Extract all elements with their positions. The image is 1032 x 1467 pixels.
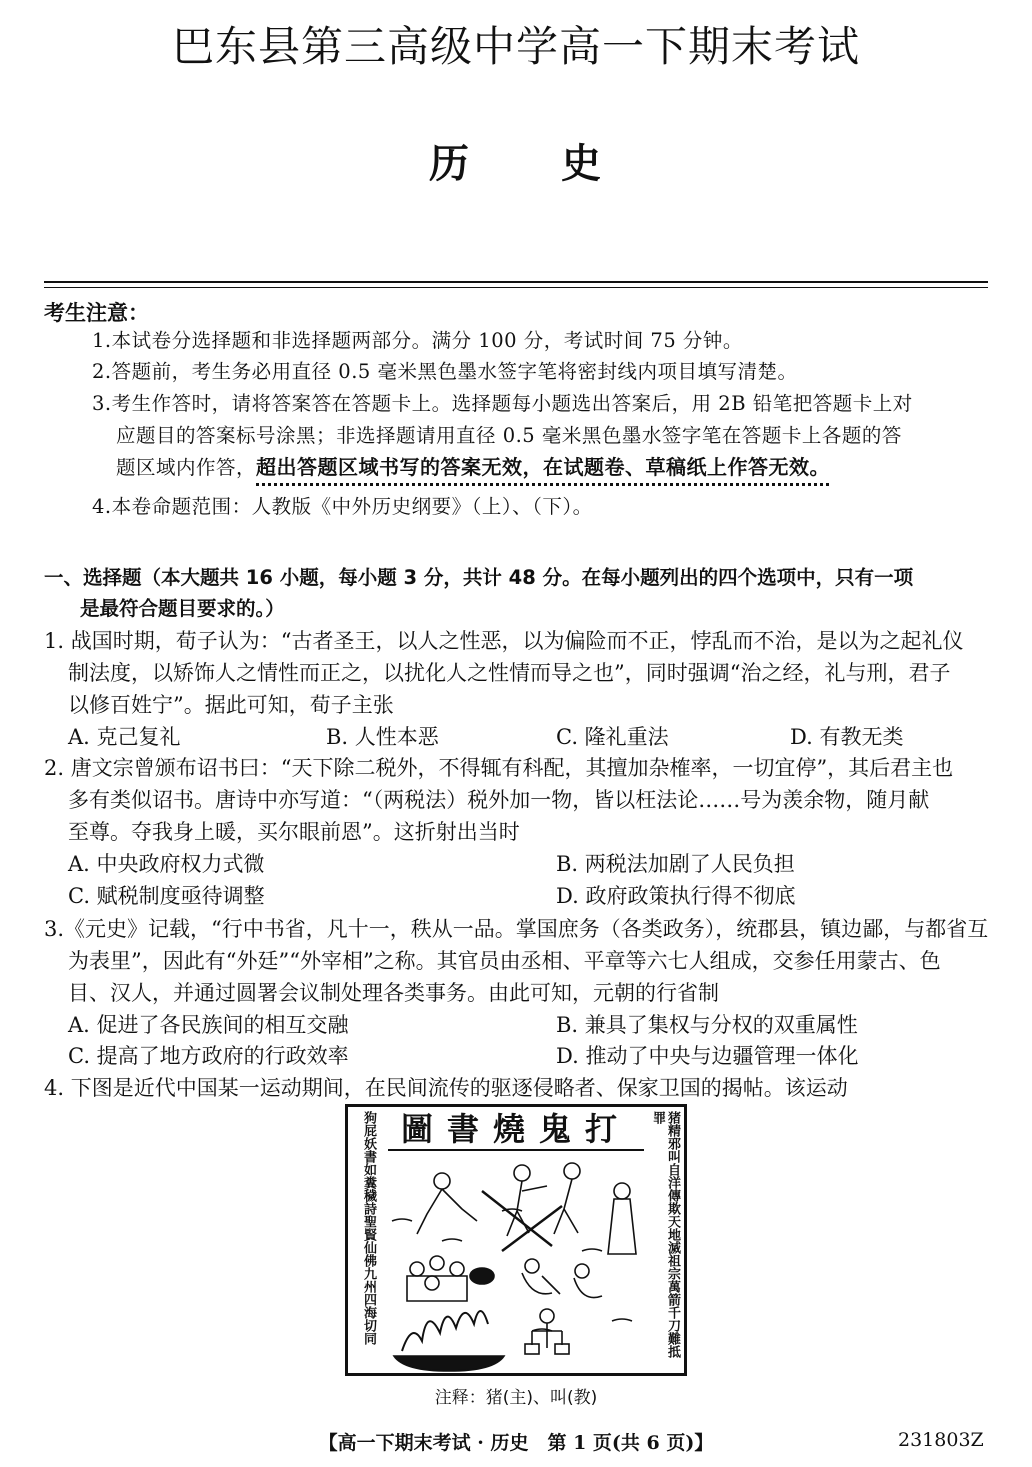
question-1-line-3: 以修百姓宁”。据此可知，荀子主张 bbox=[68, 693, 394, 717]
question-1-line-1: 1. 战国时期，荀子认为：“古者圣王，以人之性恶，以为偏险而不正，悖乱而不治，是以为之起礼仪 bbox=[44, 629, 964, 653]
question-3-option-b[interactable]: B. 兼具了集权与分权的双重属性 bbox=[556, 1013, 858, 1037]
page-footer: 【高一下期末考试 · 历史 第 1 页(共 6 页)】 bbox=[318, 1432, 714, 1454]
notice-item-3-line-1: 3.考生作答时，请将答案答在答题卡上。选择题每小题选出答案后，用 2B 铅笔把答题卡上对 bbox=[92, 392, 913, 415]
notice-heading: 考生注意： bbox=[44, 301, 149, 325]
question-2-line-1: 2. 唐文宗曾颁布诏书曰：“天下除二税外，不得辄有科配，其擅加杂榷率，一切宜停”，其后君主也 bbox=[44, 756, 954, 780]
question-4-line-1: 4. 下图是近代中国某一运动期间，在民间流传的驱逐侵略者、保家卫国的揭帖。该运动 bbox=[44, 1076, 848, 1100]
poster-title: 圖書燒鬼打 bbox=[388, 1109, 644, 1151]
section-heading-line-1: 一、选择题（本大题共 16 小题，每小题 3 分，共计 48 分。在每小题列出的四个选项中，只有一项 bbox=[44, 566, 914, 589]
notice-item-2: 2.答题前，考生务必用直径 0.5 毫米黑色墨水签字笔将密封线内项目填写清楚。 bbox=[92, 360, 798, 383]
exam-title: 巴东县第三高级中学高一下期末考试 bbox=[171, 22, 860, 71]
question-2-option-a[interactable]: A. 中央政府权力式微 bbox=[68, 852, 265, 876]
poster-scene-drawing bbox=[382, 1151, 652, 1373]
paper-code: 231803Z bbox=[898, 1429, 984, 1451]
question-3-line-3: 目、汉人，并通过圆署会议制处理各类事务。由此可知，元朝的行省制 bbox=[68, 981, 719, 1005]
section-heading-line-2: 是最符合题目要求的。） bbox=[80, 597, 285, 620]
question-3-line-1: 3.《元史》记载，“行中书省，凡十一，秩从一品。掌国庶务（各类政务），统郡县，镇边鄙，与都省互 bbox=[44, 917, 989, 941]
question-3-line-2: 为表里”，因此有“外廷”“外宰相”之称。其官员由丞相、平章等六七人组成，交参任用蒙古、色 bbox=[68, 949, 941, 973]
question-1-option-a[interactable]: A. 克己复礼 bbox=[68, 725, 181, 749]
subject-char-1: 历 bbox=[429, 140, 471, 187]
question-2-option-b[interactable]: B. 两税法加剧了人民负担 bbox=[556, 852, 795, 876]
subject-title bbox=[0, 132, 1032, 189]
question-1-line-2: 制法度，以矫饰人之情性而正之，以扰化人之性情而导之也”，同时强调“治之经，礼与刑，君子 bbox=[68, 661, 951, 685]
notice-item-4: 4.本卷命题范围：人教版《中外历史纲要》（上）、（下）。 bbox=[92, 495, 593, 518]
notice-item-3-line-3 bbox=[116, 453, 830, 482]
notice-item-3-line-2: 应题目的答案标号涂黑；非选择题请用直径 0.5 毫米黑色墨水签字笔在答题卡上各题的答 bbox=[116, 424, 902, 447]
poster-illustration bbox=[345, 1104, 687, 1376]
figure-caption: 注释：猪(主)、叫(教) bbox=[434, 1388, 598, 1408]
notice-item-3-emphasis: 超出答题区域书写的答案无效，在试题卷、草稿纸上作答无效。 bbox=[256, 455, 831, 479]
notice-item-3-plain: 题区域内作答， bbox=[116, 456, 257, 479]
question-3-option-a[interactable]: A. 促进了各民族间的相互交融 bbox=[68, 1013, 349, 1037]
poster-right-inscription: 猪精邪叫自洋傳欺天地滅祖宗萬箭千刀難抵罪 bbox=[650, 1111, 680, 1358]
question-3-option-c[interactable]: C. 提高了地方政府的行政效率 bbox=[68, 1044, 349, 1068]
notice-item-1: 1.本试卷分选择题和非选择题两部分。满分 100 分，考试时间 75 分钟。 bbox=[92, 329, 743, 352]
question-2-line-2: 多有类似诏书。唐诗中亦写道：“（两税法）税外加一物，皆以枉法论……号为羡余物，随月献 bbox=[68, 788, 930, 812]
header-rule-thick bbox=[44, 281, 988, 283]
poster-left-inscription: 狗屁妖書如糞穢詩聖賢仙佛九州四海切同 bbox=[361, 1111, 376, 1345]
question-1-option-b[interactable]: B. 人性本恶 bbox=[326, 725, 439, 749]
question-2-line-3: 至尊。夺我身上暖，买尔眼前恩”。这折射出当时 bbox=[68, 820, 520, 844]
question-3-option-d[interactable]: D. 推动了中央与边疆管理一体化 bbox=[556, 1044, 859, 1068]
question-2-option-d[interactable]: D. 政府政策执行得不彻底 bbox=[556, 884, 796, 908]
question-2-option-c[interactable]: C. 赋税制度亟待调整 bbox=[68, 884, 265, 908]
subject-char-2: 史 bbox=[561, 140, 603, 187]
question-1-option-d[interactable]: D. 有教无类 bbox=[790, 725, 904, 749]
header-rule-thin bbox=[44, 287, 988, 288]
question-1-option-c[interactable]: C. 隆礼重法 bbox=[556, 725, 669, 749]
